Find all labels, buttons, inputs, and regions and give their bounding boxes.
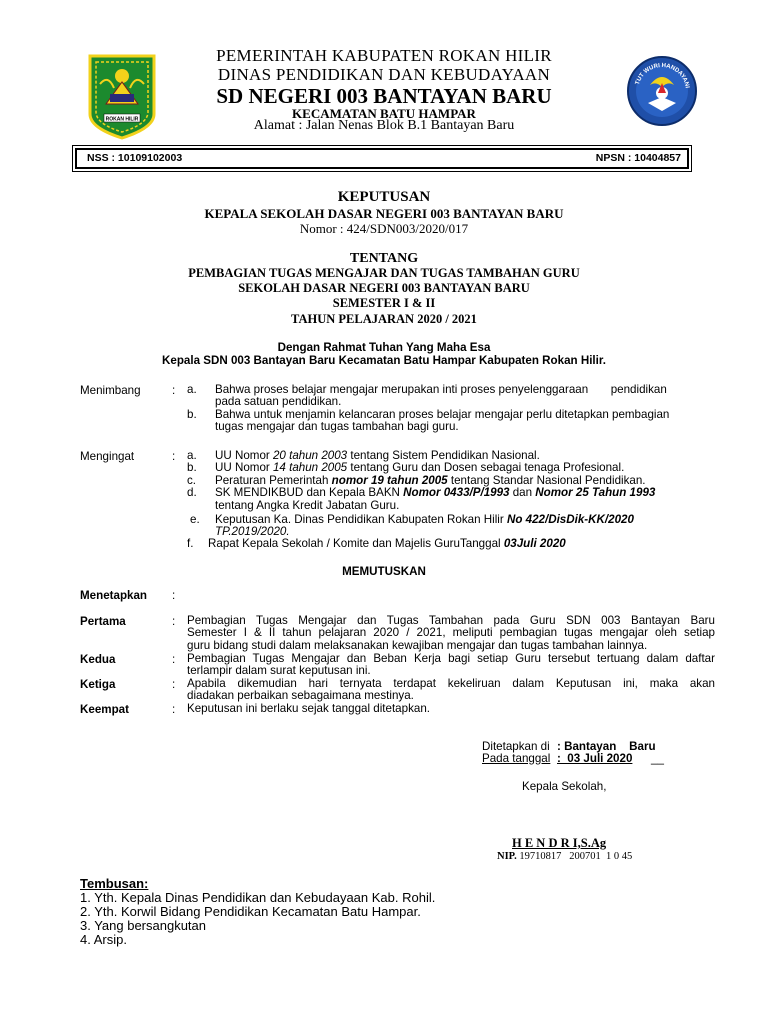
mengingat-d-line-2: tentang Angka Kredit Jabatan Guru. [215, 499, 400, 512]
regency-logo [88, 54, 156, 140]
mengingat-d-text: SK MENDIKBUD dan Kepala BAKN Nomor 0433/P/1993 dan Nomor 25 Tahun 1993 [215, 486, 656, 499]
menimbang-a-line-2: pada satuan pendidikan. [215, 395, 342, 408]
kedua-colon: : [172, 653, 176, 666]
menimbang-b-line-2: tugas mengajar dan tugas tambahan bagi guru. [215, 420, 459, 433]
mengingat-c-text: Peraturan Pemerintah nomor 19 tahun 2005 tentang Standar Nasional Pendidikan. [215, 474, 646, 487]
decree-subject-3: SEMESTER I & II [332, 296, 436, 310]
ketiga-colon: : [172, 678, 176, 691]
tanggal-label: Pada tanggal [482, 752, 551, 765]
memutuskan-heading: MEMUTUSKAN [342, 565, 426, 578]
mengingat-a-text: UU Nomor 20 tahun 2003 tentang Sistem Pendidikan Nasional. [215, 449, 540, 462]
menetapkan-colon: : [172, 589, 176, 602]
svg-text:TUT WURI HANDAYANI: TUT WURI HANDAYANI [634, 62, 690, 89]
decree-subject-2: SEKOLAH DASAR NEGERI 003 BANTAYAN BARU [238, 281, 530, 295]
ditetapkan-value: : Bantayan Baru [557, 740, 656, 753]
menetapkan-label: Menetapkan [80, 589, 148, 602]
mengingat-c-letter: c. [187, 474, 197, 487]
pertama-colon: : [172, 615, 176, 628]
mengingat-e-line-2: TP.2019/2020. [215, 525, 290, 538]
mengingat-a-letter: a. [187, 449, 197, 462]
header-school-name: SD NEGERI 003 BANTAYAN BARU [216, 84, 552, 108]
decree-tentang: TENTANG [349, 251, 419, 266]
ketiga-line-1: Apabila dikemudian hari ternyata terdapat kekeliruan dalam Keputusan ini, maka akan [187, 677, 715, 690]
tembusan-heading: Tembusan: [80, 876, 149, 891]
kedua-line-1: Pembagian Tugas Mengajar dan Beban Kerja bagi setiap Guru tersebut tertuang dalam daftar [187, 652, 715, 665]
tembusan-item: 3. Yang bersangkutan [80, 918, 207, 933]
keempat-colon: : [172, 703, 176, 716]
header-gov-line: PEMERINTAH KABUPATEN ROKAN HILIR [216, 46, 552, 65]
mengingat-colon: : [172, 450, 176, 463]
menimbang-a-letter: a. [187, 383, 197, 396]
menimbang-colon: : [172, 384, 176, 397]
decree-issuer: KEPALA SEKOLAH DASAR NEGERI 003 BANTAYAN BARU [204, 206, 564, 221]
signature-role: Kepala Sekolah, [522, 780, 607, 793]
svg-text:ROKAN HILIR: ROKAN HILIR [105, 116, 139, 123]
header-address: Alamat : Jalan Nenas Blok B.1 Bantayan Baru [253, 118, 515, 133]
menimbang-b-line-1: Bahwa untuk menjamin kelancaran proses belajar mengajar perlu ditetapkan pembagian [215, 408, 670, 421]
ditetapkan-label: Ditetapkan di [482, 740, 550, 753]
menimbang-a-line-1: Bahwa proses belajar mengajar merupakan inti proses penyelenggaraan pendidikan [215, 383, 667, 396]
pertama-line-2: Semester I & II tahun pelajaran 2020 / 2021, meliputi pembagian tugas mengajar oleh setiap [187, 626, 715, 639]
signatory-nip: NIP. 19710817 200701 1 0 45 [497, 851, 633, 862]
preamble-line-1: Dengan Rahmat Tuhan Yang Maha Esa [277, 341, 491, 354]
mengingat-e-text: Keputusan Ka. Dinas Pendidikan Kabupaten Rokan Hilir No 422/DisDik-KK/2020 [215, 513, 634, 526]
decree-subject-1: PEMBAGIAN TUGAS MENGAJAR DAN TUGAS TAMBAHAN GURU [188, 266, 580, 280]
menimbang-b-letter: b. [187, 408, 197, 421]
ketiga-line-2: diadakan perbaikan sebagaimana mestinya. [187, 689, 414, 702]
mengingat-b-letter: b. [187, 461, 197, 474]
tanggal-value: : 03 Juli 2020 [557, 752, 633, 765]
signatory-name: H E N D R I,S.Ag [512, 836, 607, 850]
mengingat-label: Mengingat [80, 450, 135, 463]
tembusan-item: 2. Yth. Korwil Bidang Pendidikan Kecamatan Batu Hampar. [80, 904, 421, 919]
pertama-label: Pertama [80, 615, 126, 628]
decree-heading: KEPUTUSAN [337, 189, 431, 205]
header-dept-line: DINAS PENDIDIKAN DAN KEBUDAYAAN [217, 65, 551, 84]
mengingat-f-text: Rapat Kepala Sekolah / Komite dan Majelis GuruTanggal 03Juli 2020 [208, 537, 566, 550]
preamble-line-2: Kepala SDN 003 Bantayan Baru Kecamatan Batu Hampar Kabupaten Rokan Hilir. [162, 354, 606, 367]
ketiga-label: Ketiga [80, 678, 116, 691]
pertama-line-1: Pembagian Tugas Mengajar dan Tugas Tambahan pada Guru SDN 003 Bantayan Baru [187, 614, 715, 627]
kedua-line-2: terlampir dalam surat keputusan ini. [187, 664, 371, 677]
keempat-line-1: Keputusan ini berlaku sejak tanggal ditetapkan. [187, 702, 430, 715]
tanggal-tail: __ [651, 752, 664, 765]
nss-number: NSS : 10109102003 [87, 152, 183, 164]
registration-number-bar [75, 148, 689, 169]
tembusan-item: 1. Yth. Kepala Dinas Pendidikan dan Kebudayaan Kab. Rohil. [80, 890, 436, 905]
tut-wuri-handayani-logo [626, 55, 698, 127]
mengingat-f-letter: f. [187, 537, 194, 550]
decree-subject-4: TAHUN PELAJARAN 2020 / 2021 [291, 312, 477, 326]
npsn-number: NPSN : 10404857 [595, 152, 681, 164]
mengingat-b-text: UU Nomor 14 tahun 2005 tentang Guru dan Dosen sebagai tenaga Profesional. [215, 461, 625, 474]
pertama-line-3: guru bidang studi dalam melaksanakan kewajiban mengajar dan tugas tambahan lainnya. [187, 639, 648, 652]
header-district: KECAMATAN BATU HAMPAR [292, 106, 476, 121]
tembusan-item: 4. Arsip. [80, 932, 127, 947]
kedua-label: Kedua [80, 653, 116, 666]
menimbang-label: Menimbang [80, 384, 141, 397]
mengingat-e-letter: e. [190, 513, 200, 526]
keempat-label: Keempat [80, 703, 129, 716]
decree-number: Nomor : 424/SDN003/2020/017 [299, 221, 469, 236]
mengingat-d-letter: d. [187, 486, 197, 499]
